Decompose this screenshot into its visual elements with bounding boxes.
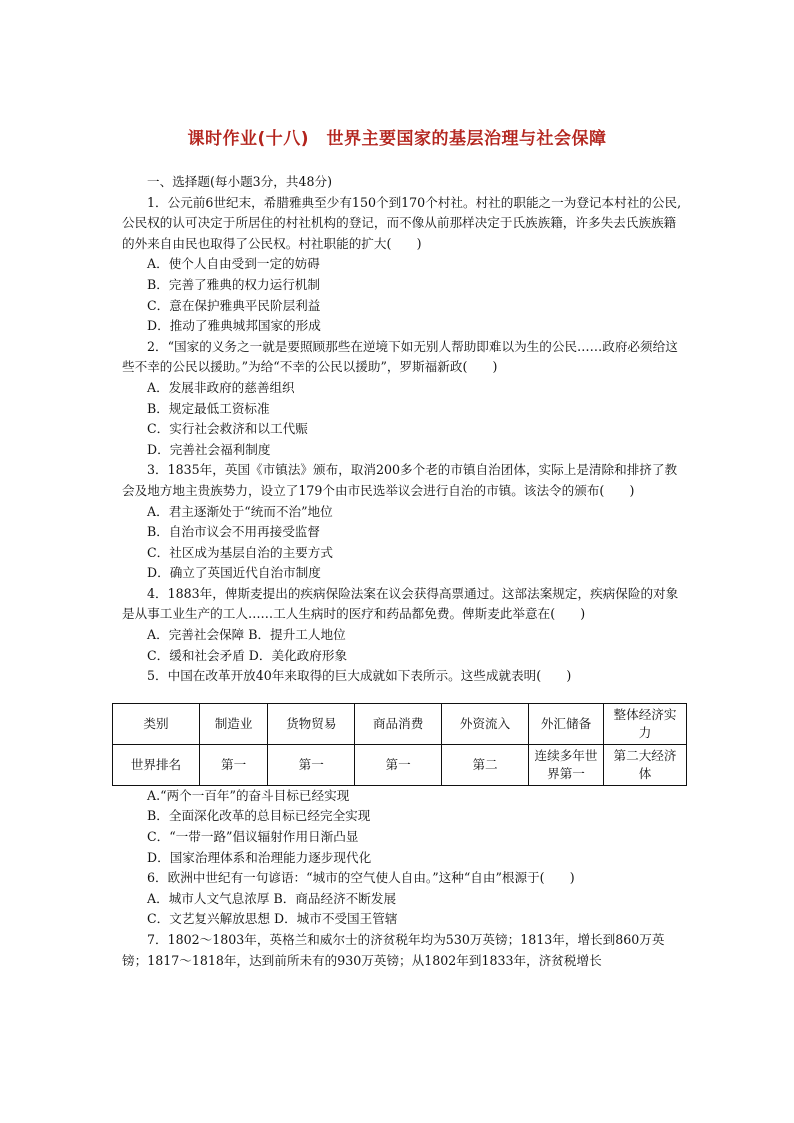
table-cell: 货物贸易 — [268, 703, 355, 744]
table-cell: 第二大经济体 — [604, 744, 687, 785]
question-stem: 3．1835年，英国《市镇法》颁布，取消200多个老的市镇自治团体，实际上是清除和排挤了教会及地方地主贵族势力，设立了179个由市民选举议会进行自治的市镇。该法令的颁布( ) — [122, 462, 678, 498]
question-stem: 7．1802～1803年，英格兰和威尔士的济贫税年均为530万英镑；1813年，增长到860万英镑；1817～1818年，达到前所未有的930万英镑；从1802年到1833年，济贫税增长 — [122, 932, 665, 968]
table-header-row — [113, 703, 687, 744]
option-a: A．使个人自由受到一定的妨碍 — [147, 256, 320, 272]
section-heading: 一、选择题(每小题3分，共48分) — [147, 174, 332, 189]
question-2 — [122, 337, 684, 461]
question-6 — [122, 868, 684, 930]
option-b: B．自治市议会不用再接受监督 — [147, 524, 320, 540]
option-b: B．全面深化改革的总目标已经完全实现 — [147, 808, 371, 824]
option-c: C．“一带一路”倡议辐射作用日渐凸显 — [147, 829, 359, 845]
table-cell: 第二 — [442, 744, 529, 785]
table-cell: 外汇储备 — [529, 703, 604, 744]
question-1 — [122, 193, 684, 337]
table-cell: 世界排名 — [113, 744, 200, 785]
table-cell: 整体经济实力 — [604, 703, 687, 744]
page-title: 课时作业(十八) 世界主要国家的基层治理与社会保障 — [187, 129, 607, 149]
table-row — [113, 744, 687, 785]
question-3 — [122, 460, 684, 584]
question-stem: 2．“国家的义务之一就是要照顾那些在逆境下如无别人帮助即难以为生的公民……政府必须给这些不幸的公民以援助。”为给“不幸的公民以援助”，罗斯福新政( ) — [122, 338, 678, 375]
option-cd: C．缓和社会矛盾 D．美化政府形象 — [147, 647, 348, 663]
option-a: A.“两个一百年”的奋斗目标已经实现 — [147, 787, 350, 803]
option-c: C．实行社会救济和以工代赈 — [147, 421, 308, 437]
question-stem: 1．公元前6世纪末，希腊雅典至少有150个到170个村社。村社的职能之一为登记本村社的公民,公民权的认可决定于所居住的村社机构的登记，而不像从前那样决定于氏族族籍，许多失去氏族族籍的外来自由民也取得了公民权。村社职能的扩大( ) — [122, 194, 682, 251]
option-b: B．完善了雅典的权力运行机制 — [147, 276, 320, 292]
table-cell: 类别 — [113, 703, 200, 744]
question-stem: 6．欧洲中世纪有一句谚语：“城市的空气使人自由。”这种“自由”根源于( ) — [147, 870, 575, 886]
table-cell: 外资流入 — [442, 703, 529, 744]
table-cell: 连续多年世界第一 — [529, 744, 604, 785]
option-c: C．社区成为基层自治的主要方式 — [147, 544, 333, 560]
question-7 — [122, 930, 684, 971]
option-a: A．君主逐渐处于“统而不治”地位 — [147, 503, 333, 519]
table-cell: 商品消费 — [355, 703, 442, 744]
question-4 — [122, 584, 684, 666]
option-a: A．发展非政府的慈善组织 — [147, 379, 295, 395]
table-cell: 第一 — [268, 744, 355, 785]
question-stem: 4．1883年，俾斯麦提出的疾病保险法案在议会获得高票通过。这部法案规定，疾病保险的对象是从事工业生产的工人……工人生病时的医疗和药品都免费。俾斯麦此举意在( ) — [122, 585, 679, 622]
table-cell: 第一 — [355, 744, 442, 785]
option-d: D．国家治理体系和治理能力逐步现代化 — [147, 849, 372, 865]
option-d: D．确立了英国近代自治市制度 — [147, 565, 321, 581]
table-cell: 制造业 — [199, 703, 267, 744]
table-cell: 第一 — [199, 744, 267, 785]
option-cd: C．文艺复兴解放思想 D．城市不受国王管辖 — [147, 911, 398, 927]
question-stem: 5．中国在改革开放40年来取得的巨大成就如下表所示。这些成就表明( ) — [147, 668, 572, 684]
document-body — [122, 172, 684, 971]
option-ab: A．城市人文气息浓厚 B．商品经济不断发展 — [147, 890, 397, 906]
achievement-table — [112, 703, 687, 786]
option-ab: A．完善社会保障 B．提升工人地位 — [147, 627, 346, 643]
question-5 — [122, 666, 684, 868]
option-b: B．规定最低工资标准 — [147, 400, 270, 416]
option-d: D．完善社会福利制度 — [147, 441, 271, 457]
option-d: D．推动了雅典城邦国家的形成 — [147, 318, 321, 334]
option-c: C．意在保护雅典平民阶层利益 — [147, 297, 321, 313]
